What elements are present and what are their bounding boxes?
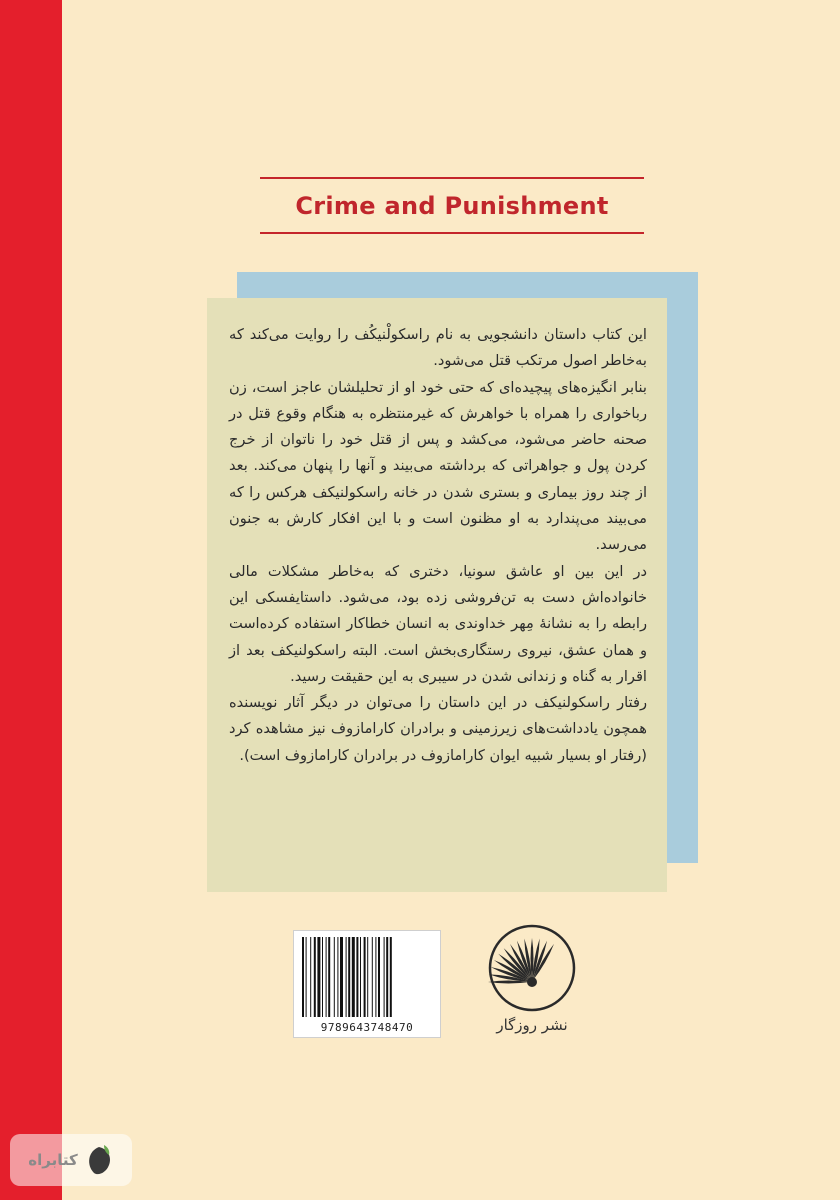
synopsis-paragraph: رفتار راسکولنیکف در این داستان را می‌توان در دیگر آثار نویسنده همچون یادداشت‌های زیرزمینی و برادران کارامازوف نیز مشاهده کرد (رفتار او بسیار شبیه ایوان کارامازوف در برادران کارامازوف است). bbox=[229, 694, 647, 764]
title-frame bbox=[260, 177, 644, 234]
synopsis-paragraph: بنابر انگیزه‌های پیچیده‌ای که حتی خود او از تحلیلشان عاجز است، زن رباخواری را همراه با خواهرش که غیرمنتظره به هنگام وقوع قتل در صحنه حاضر می‌شود، می‌کشد و پس از قتل خود را ناتوان از خرج کردن پول و جواهراتی که برداشته می‌بیند و آنها را پنهان می‌کند. بعد از چند روز بیماری و بستری شدن در خانه راسکولنیکف هرکس را که می‌بیند می‌پندارد به او مظنون است و با این افکار کارش به جنون می‌رسد. bbox=[229, 378, 647, 554]
synopsis-paragraph: این کتاب داستان دانشجویی به نام راسکولْنیکُف را روایت می‌کند که به‌خاطر اصول مرتکب قتل می‌شود. bbox=[229, 326, 647, 370]
synopsis-text bbox=[229, 322, 647, 769]
publisher-logo-icon bbox=[488, 924, 576, 1012]
red-spine bbox=[0, 0, 62, 1200]
barcode-number: 9789643748470 bbox=[320, 1021, 414, 1034]
watermark-label: کتابراه bbox=[28, 1151, 78, 1169]
publisher-name: نشر روزگار bbox=[496, 1016, 568, 1034]
book-title: Crime and Punishment bbox=[295, 191, 609, 220]
isbn-barcode bbox=[293, 930, 441, 1038]
synopsis-paragraph: در این بین او عاشق سونیا، دختری که به‌خاطر مشکلات مالی خانواده‌اش دست به تن‌فروشی زده بود، می‌شود. داستایفسکی این رابطه را به نشانهٔ مِهر خداوندی به انسان خطاکار استفاده کرده‌است و همان عشق، نیروی رستگاری‌بخش است. البته راسکولنیکف بعد از اقرار به گناه و زندانی شدن در سیبری به این حقیقت رسید. bbox=[229, 562, 647, 685]
leaf-icon bbox=[84, 1143, 114, 1177]
barcode-icon bbox=[300, 937, 436, 1017]
synopsis-box bbox=[207, 298, 667, 892]
ketabrah-watermark bbox=[10, 1134, 132, 1186]
